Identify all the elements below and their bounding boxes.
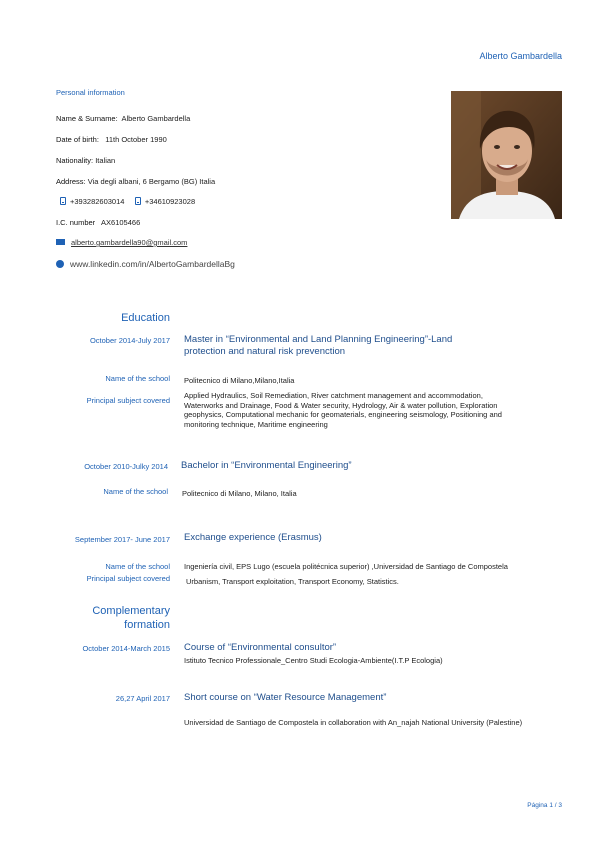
phone-1[interactable]: +393282603014 xyxy=(70,197,125,206)
header-name: Alberto Gambardella xyxy=(479,51,562,61)
erasmus-title: Exchange experience (Erasmus) xyxy=(184,532,322,543)
bachelor-title: Bachelor in “Environmental Engineering” xyxy=(181,460,352,471)
name-row xyxy=(56,114,190,123)
complementary-heading xyxy=(0,604,170,632)
name-value: Alberto Gambardella xyxy=(121,114,191,123)
ic-row xyxy=(56,218,140,227)
personal-section-title: Personal information xyxy=(56,88,125,97)
ic-label: I.C. number xyxy=(56,218,96,227)
dob-row xyxy=(56,135,167,144)
phone-row xyxy=(60,197,195,206)
master-title xyxy=(184,334,452,358)
dob-label: Date of birth: xyxy=(56,135,99,144)
short-course-title: Short course on “Water Resource Management” xyxy=(184,692,387,703)
bachelor-school-label: Name of the school xyxy=(103,487,168,496)
master-title-line2: protection and natural risk prevenction xyxy=(184,346,346,357)
erasmus-school: Ingeniería civil, EPS Lugo (escuela politécnica superior) ,Universidad de Santiago de Compostela xyxy=(184,562,508,571)
address-label: Address: xyxy=(56,177,86,186)
bachelor-date: October 2010-Julky 2014 xyxy=(84,462,168,471)
nationality-row xyxy=(56,156,115,165)
master-subjects xyxy=(184,391,544,429)
master-date: October 2014-July 2017 xyxy=(89,336,170,345)
master-school-label: Name of the school xyxy=(105,374,170,383)
phone-2[interactable]: +34610923028 xyxy=(144,197,196,206)
master-school: Politecnico di Milano,Milano,Italia xyxy=(184,376,295,385)
phone-icon xyxy=(60,197,66,205)
master-title-line1: Master in “Environmental and Land Planning Engineering”-Land xyxy=(184,334,453,345)
complementary-heading-line2: formation xyxy=(124,619,170,631)
erasmus-subjects: Urbanism, Transport exploitation, Transport Economy, Statistics. xyxy=(186,577,399,586)
master-subjects-line: monitoring technique, Maritime engineering xyxy=(184,419,328,429)
erasmus-subjects-label: Principal subject covered xyxy=(86,574,170,583)
erasmus-school-label: Name of the school xyxy=(105,562,170,571)
name-label: Name & Surname: xyxy=(56,114,118,123)
website-row xyxy=(56,259,235,269)
erasmus-date: September 2017- June 2017 xyxy=(74,535,170,544)
course-detail: Istituto Tecnico Professionale_Centro Studi Ecologia-Ambiente(I.T.P Ecologia) xyxy=(184,656,443,665)
website-link[interactable]: www.linkedin.com/in/AlbertoGambardellaBg xyxy=(70,259,235,269)
master-subjects-line: Waterworks and Drainage, Food & Water security, Hydrology, Air & water pollution, Exploration xyxy=(184,400,498,410)
mail-icon xyxy=(56,239,65,245)
email-row xyxy=(56,238,187,247)
master-subjects-line: geophysics, Computational mechanic for geomaterials, engineering seismology, Positioning and xyxy=(184,410,502,419)
course-date: October 2014-March 2015 xyxy=(82,644,170,653)
email-link[interactable]: alberto.gambardella90@gmail.com xyxy=(71,238,188,247)
nationality-label: Nationality: xyxy=(56,156,94,165)
address-row xyxy=(56,177,215,186)
address-value: Via degli albani, 6 Bergamo (BG) Italia xyxy=(87,177,216,186)
profile-photo xyxy=(451,91,562,219)
course-title: Course of “Environmental consultor” xyxy=(184,642,337,653)
short-course-date: 26,27 April 2017 xyxy=(115,694,170,703)
complementary-heading-line1: Complementary xyxy=(92,605,170,617)
bachelor-school: Politecnico di Milano, Milano, Italia xyxy=(182,489,297,498)
master-subjects-line: Applied Hydraulics, Soil Remediation, River catchment management and accommodation, xyxy=(184,391,483,400)
dob-value: 11th October 1990 xyxy=(105,135,167,144)
master-subjects-label: Principal subject covered xyxy=(86,396,170,405)
short-course-detail: Universidad de Santiago de Compostela in collaboration with An_najah National University (Palestine) xyxy=(184,718,523,727)
phone-icon xyxy=(135,197,141,205)
page-number: Página 1 / 3 xyxy=(527,802,562,809)
ic-value: AX6105466 xyxy=(101,218,141,227)
globe-icon xyxy=(56,260,64,268)
nationality-value: Italian xyxy=(95,156,116,165)
education-heading: Education xyxy=(121,312,170,324)
